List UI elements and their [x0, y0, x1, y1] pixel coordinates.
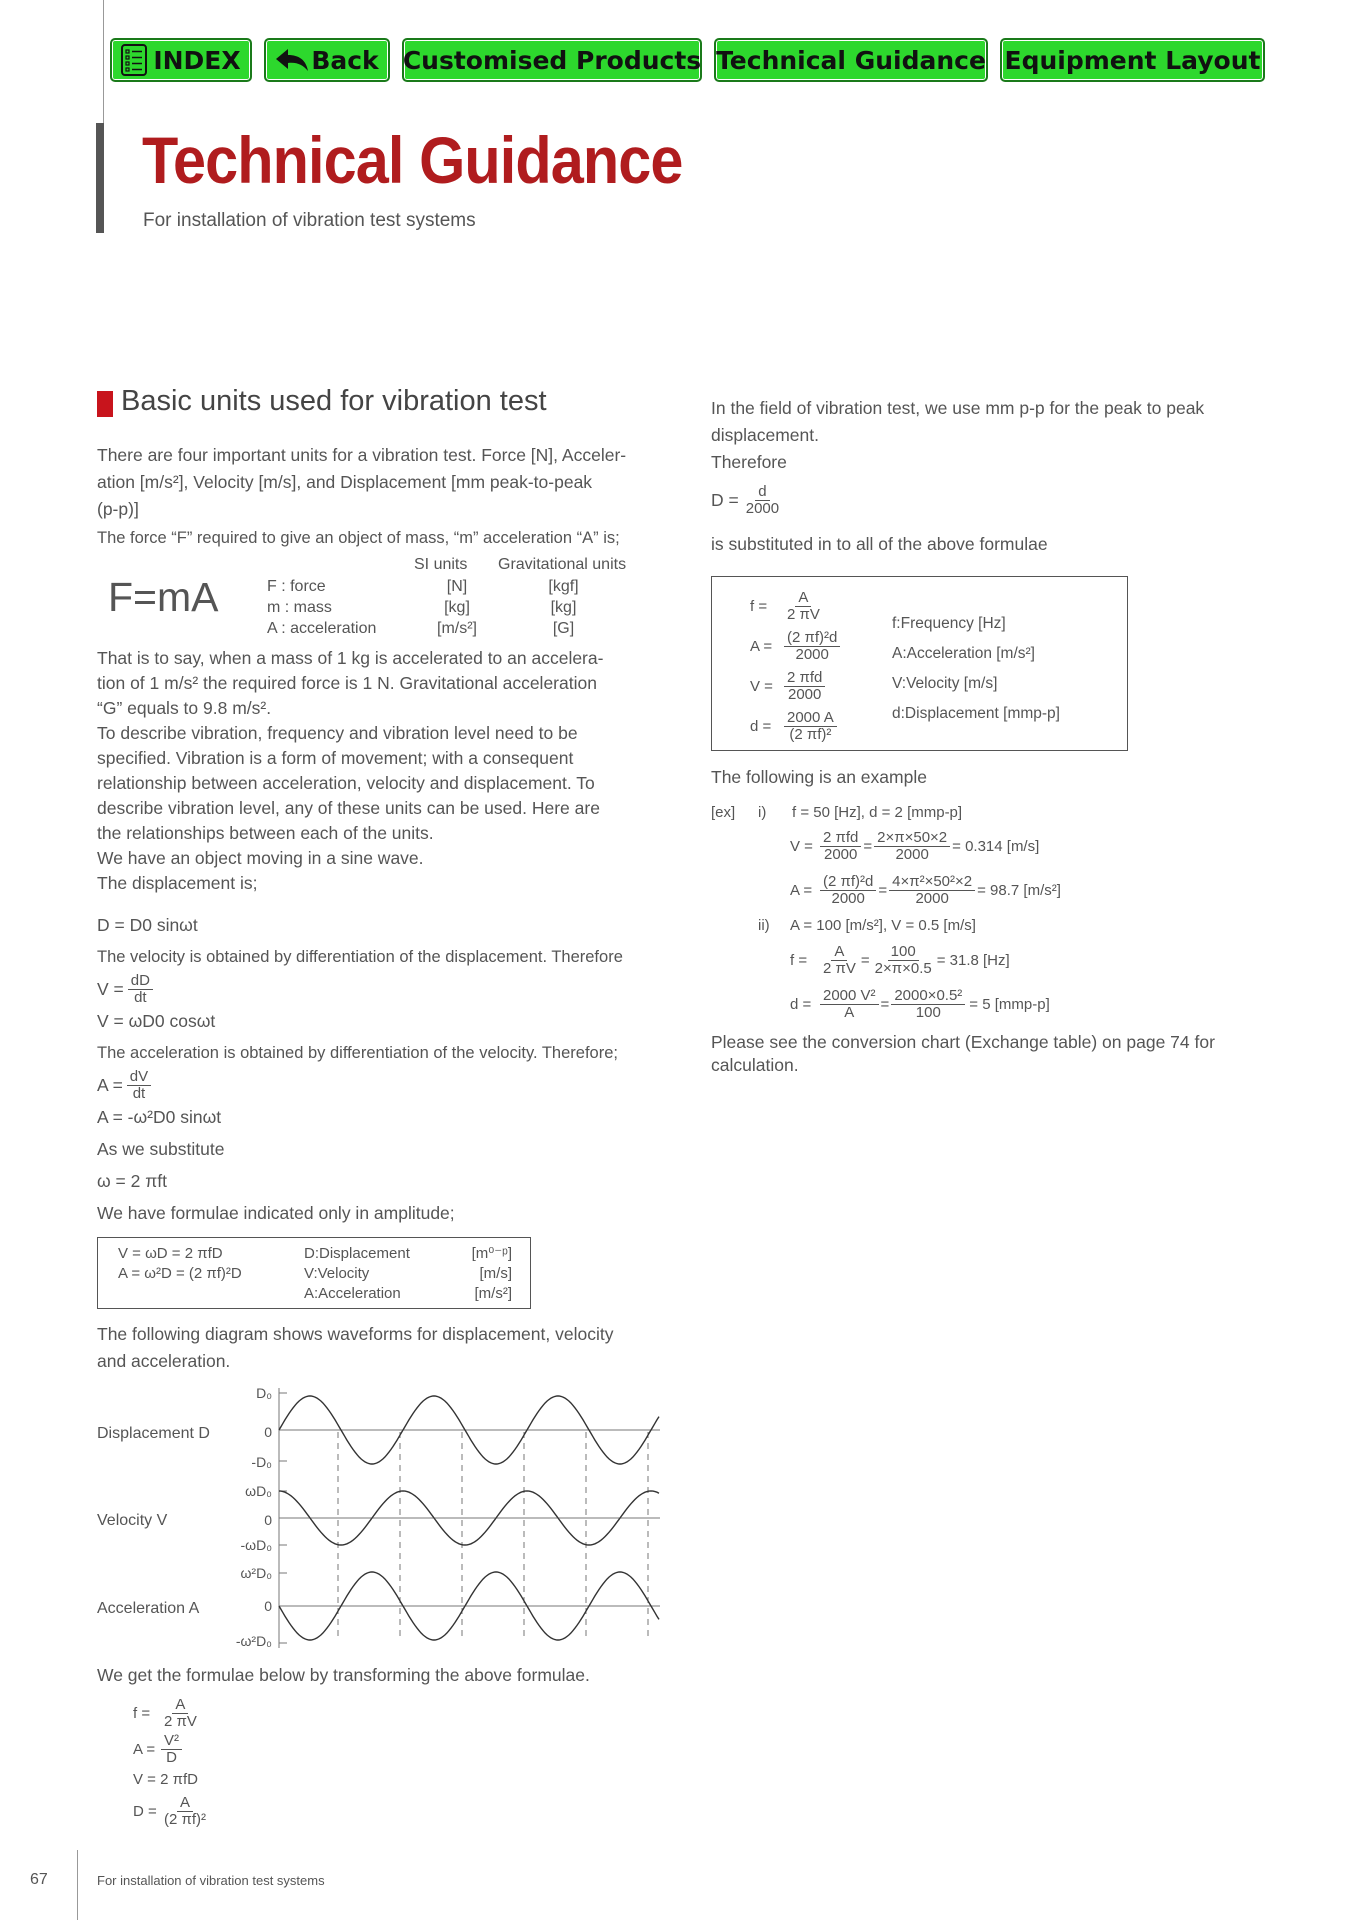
numerator: (2 πf)²d — [820, 874, 876, 891]
example-given-row — [711, 912, 1061, 938]
unit-grav: [kg] — [550, 599, 577, 616]
para-line: the relationships between each of the units. — [97, 823, 434, 843]
units-row — [267, 618, 636, 639]
numerator: A — [172, 1697, 188, 1714]
amp-units — [472, 1244, 512, 1304]
velocity-equation: V = ωD0 cosωt — [97, 1011, 216, 1031]
numerator: dD — [128, 973, 153, 990]
box-label: d:Displacement [mmp-p] — [892, 705, 1060, 722]
d-substitution — [711, 484, 782, 517]
denominator: 2000 — [915, 889, 949, 907]
para-line: tion of 1 m/s² the required force is 1 N. Gravitational acceleration — [97, 673, 597, 693]
index-button[interactable] — [110, 38, 252, 82]
page-title: Technical Guidance — [142, 123, 683, 197]
page-subtitle: For installation of vibration test systems — [143, 210, 476, 231]
para-line: To describe vibration, frequency and vibration level need to be — [97, 723, 578, 743]
header-rule — [103, 0, 104, 130]
fraction — [127, 1069, 151, 1102]
unit-grav: [kgf] — [548, 578, 579, 595]
denominator: 2000 — [824, 845, 858, 863]
para-line: relationship between acceleration, velocity and displacement. To — [97, 773, 595, 793]
numerator: A — [795, 590, 811, 607]
section-marker — [97, 391, 113, 417]
tick-label: 0 — [264, 1512, 272, 1528]
amplitude-box — [97, 1237, 531, 1309]
amp-label: V:Velocity — [304, 1265, 370, 1282]
denominator: dt — [132, 1085, 146, 1102]
tick-label: -ωD₀ — [240, 1537, 272, 1553]
acceleration-intro: The acceleration is obtained by differentiation of the velocity. Therefore; — [97, 1044, 618, 1062]
unit-name: F : force — [267, 578, 326, 595]
formula-row — [750, 626, 840, 666]
formula-row — [133, 1731, 209, 1767]
transform-text: We get the formulae below by transforming the above formulae. — [97, 1665, 590, 1685]
formula-row — [750, 586, 840, 626]
velocity-waveform — [279, 1491, 659, 1545]
numerator: 100 — [888, 944, 919, 961]
example-calc-row — [790, 982, 1061, 1026]
substitute-text: As we substitute — [97, 1139, 225, 1159]
title-accent-bar — [96, 123, 104, 233]
fraction — [161, 1697, 200, 1730]
eq-lhs: f = — [790, 951, 808, 969]
units-row — [267, 597, 636, 618]
fraction — [784, 630, 840, 663]
amp-label: A:Acceleration — [304, 1285, 401, 1302]
fraction — [784, 710, 837, 743]
formula-row — [133, 1695, 209, 1731]
tick-label: -D₀ — [251, 1454, 272, 1470]
fraction — [872, 944, 935, 977]
eq-lhs: A = — [133, 1740, 156, 1758]
footer-rule — [77, 1850, 78, 1920]
denominator: 2000 — [788, 685, 822, 703]
intro-line: There are four important units for a vibration test. Force [N], Acceler- — [97, 445, 627, 465]
unit-name: m : mass — [267, 599, 332, 616]
equals: = — [878, 881, 888, 899]
result: = 98.7 [m/s²] — [977, 881, 1061, 899]
result: = 31.8 [Hz] — [936, 951, 1010, 969]
fraction — [128, 973, 153, 1006]
eq-lhs: D = — [133, 1802, 157, 1820]
amp-eq: V = ωD = 2 πfD — [118, 1245, 223, 1262]
footer-text: For installation of vibration test systems — [97, 1873, 325, 1888]
acceleration-equation: A = -ω²D0 sinωt — [97, 1107, 222, 1127]
waveform-label-velocity: Velocity V — [97, 1512, 168, 1529]
result: = 0.314 [m/s] — [952, 837, 1040, 855]
equation: V = 2 πfD — [133, 1770, 198, 1788]
denominator: 100 — [915, 1003, 941, 1021]
denominator: 2000 — [895, 845, 929, 863]
tick-label: D₀ — [256, 1385, 272, 1401]
waveform-label-acceleration: Acceleration A — [97, 1600, 200, 1617]
example-calc-row — [790, 824, 1061, 868]
formula-fma: F=mA — [108, 574, 219, 620]
para-line: The displacement is; — [97, 873, 258, 893]
para-line: calculation. — [711, 1055, 799, 1075]
equals: = — [860, 951, 870, 969]
formula-row — [133, 1791, 209, 1831]
fraction — [161, 1795, 209, 1828]
box-label: A:Acceleration [m/s²] — [892, 645, 1035, 662]
eq-lhs: d = — [790, 995, 812, 1013]
omega-equation: ω = 2 πft — [97, 1171, 167, 1191]
back-arrow-icon — [275, 47, 309, 73]
units-rows — [267, 576, 636, 639]
technical-guidance-button[interactable]: Technical Guidance — [714, 38, 988, 82]
displacement-equation: D = D0 sinωt — [97, 915, 198, 935]
fraction — [820, 988, 879, 1021]
denominator: 2 πV — [164, 1712, 197, 1730]
substituted-text: is substituted in to all of the above formulae — [711, 534, 1048, 554]
eq-lhs: A = — [97, 1075, 123, 1095]
box-label: f:Frequency [Hz] — [892, 615, 1006, 632]
eq-lhs: D = — [711, 490, 739, 510]
numerator: A — [831, 944, 847, 961]
denominator: A — [844, 1003, 855, 1021]
numerator: dV — [127, 1069, 151, 1086]
unit-name: A : acceleration — [267, 620, 377, 637]
para-line: The following diagram shows waveforms for displacement, velocity — [97, 1324, 614, 1344]
tick-label: ωD₀ — [245, 1483, 272, 1499]
amp-eq: A = ω²D = (2 πf)²D — [118, 1265, 242, 1282]
unit-si: [m/s²] — [437, 620, 477, 637]
amp-unit: [m/s²] — [474, 1285, 512, 1302]
unit-si: [N] — [446, 578, 468, 595]
index-label: INDEX — [153, 45, 241, 75]
denominator: D — [166, 1748, 177, 1766]
denominator: 2×π×0.5 — [874, 959, 932, 977]
eq-lhs: V = — [750, 677, 773, 695]
list-icon — [121, 44, 147, 76]
denominator: 2000 — [745, 500, 780, 517]
numerator: 2 πfd — [820, 830, 861, 847]
fraction — [743, 484, 782, 517]
units-col-si: SI units — [414, 556, 468, 573]
numerator: 4×π²×50²×2 — [889, 874, 975, 891]
amp-unit: [m⁰⁻ᵖ] — [471, 1245, 512, 1262]
amplitude-text: We have formulae indicated only in amplitude; — [97, 1203, 455, 1223]
tick-label: 0 — [264, 1598, 272, 1614]
displacement-waveform — [279, 1396, 659, 1464]
para-line: Therefore — [711, 452, 787, 472]
amp-labels — [304, 1244, 410, 1304]
para-line: Please see the conversion chart (Exchange table) on page 74 for — [711, 1032, 1215, 1052]
tick-label: -ω²D₀ — [235, 1633, 272, 1649]
example-given-row — [711, 800, 1061, 824]
formula-row — [133, 1767, 209, 1791]
fraction — [820, 874, 876, 907]
acceleration-waveform — [279, 1572, 659, 1640]
intro-line: (p-p)] — [97, 499, 139, 519]
numerator: 2000×0.5² — [891, 988, 965, 1005]
denominator: (2 πf)² — [164, 1810, 207, 1828]
unit-si: [kg] — [444, 599, 470, 616]
velocity-intro: The velocity is obtained by differentiation of the displacement. Therefore — [97, 948, 623, 966]
units-col-grav: Gravitational units — [498, 556, 627, 573]
box-labels — [892, 609, 1060, 729]
para-line: describe vibration level, any of these units can be used. Here are — [97, 798, 600, 818]
intro-line: ation [m/s²], Velocity [m/s], and Displacement [mm peak-to-peak — [97, 472, 593, 492]
fraction — [874, 830, 950, 863]
para-line: We have an object moving in a sine wave. — [97, 848, 424, 868]
example-calc-row — [790, 938, 1061, 982]
velocity-derivative — [97, 973, 153, 1006]
amp-label: D:Displacement — [304, 1245, 410, 1262]
fraction — [784, 590, 823, 623]
equals: = — [880, 995, 890, 1013]
numerator: 2×π×50×2 — [874, 830, 950, 847]
equals: = — [863, 837, 873, 855]
page-number: 67 — [30, 1871, 48, 1888]
force-line: The force “F” required to give an object of mass, “m” acceleration “A” is; — [97, 529, 620, 547]
eq-lhs: f = — [750, 597, 768, 615]
eq-lhs: f = — [133, 1704, 151, 1722]
customised-products-button[interactable]: Customised Products — [402, 38, 702, 82]
section-heading: Basic units used for vibration test — [121, 385, 547, 417]
numerator: V² — [161, 1733, 182, 1750]
fraction — [784, 670, 825, 703]
explanation-paragraph — [97, 646, 657, 896]
fraction — [820, 944, 859, 977]
numerator: A — [177, 1795, 193, 1812]
denominator: 2000 — [831, 889, 865, 907]
unit-grav: [G] — [552, 620, 575, 637]
units-row — [267, 576, 636, 597]
para-line: “G” equals to 9.8 m/s². — [97, 698, 272, 718]
equipment-layout-button[interactable]: Equipment Layout — [1000, 38, 1265, 82]
para-line: displacement. — [711, 425, 819, 445]
amp-equations — [118, 1244, 242, 1284]
para-line: That is to say, when a mass of 1 kg is accelerated to an accelera- — [97, 648, 604, 668]
para-line: specified. Vibration is a form of movement; with a consequent — [97, 748, 574, 768]
diagram-intro — [97, 1321, 613, 1375]
result: = 5 [mmp-p] — [969, 995, 1050, 1013]
back-label: Back — [311, 45, 379, 75]
waveform-label-displacement: Displacement D — [97, 1425, 210, 1442]
example-tag: [ex] — [711, 803, 736, 821]
para-line: and acceleration. — [97, 1351, 231, 1371]
box-label: V:Velocity [m/s] — [892, 675, 998, 692]
fraction — [891, 988, 965, 1021]
intro-paragraph — [97, 442, 647, 523]
box-formulae — [750, 586, 840, 746]
para-line: In the field of vibration test, we use mm p-p for the peak to peak — [711, 398, 1205, 418]
tick-label: ω²D₀ — [240, 1565, 272, 1581]
fraction — [820, 830, 861, 863]
denominator: 2000 — [795, 645, 829, 663]
eq-lhs: V = — [97, 979, 124, 999]
eq-lhs: A = — [790, 881, 813, 899]
formula-row — [750, 706, 840, 746]
closing-paragraph — [711, 1031, 1215, 1077]
numerator: 2000 A — [784, 710, 837, 727]
denominator: dt — [134, 989, 147, 1006]
eq-lhs: A = — [750, 637, 773, 655]
amp-unit: [m/s] — [479, 1265, 512, 1282]
example-index: i) — [758, 803, 767, 821]
numerator: 2000 V² — [820, 988, 879, 1005]
acceleration-derivative — [97, 1069, 151, 1102]
formula-row — [750, 666, 840, 706]
example-index: ii) — [758, 916, 770, 934]
example-block — [711, 800, 1061, 1026]
fraction — [161, 1733, 182, 1766]
denominator: (2 πf)² — [789, 725, 832, 743]
tick-label: 0 — [264, 1424, 272, 1440]
numerator: (2 πf)²d — [784, 630, 840, 647]
example-given: f = 50 [Hz], d = 2 [mmp-p] — [792, 803, 963, 821]
example-given: A = 100 [m/s²], V = 0.5 [m/s] — [790, 916, 976, 934]
numerator: 2 πfd — [784, 670, 825, 687]
eq-lhs: d = — [750, 717, 772, 735]
fraction — [889, 874, 975, 907]
transformed-formulae — [133, 1695, 209, 1831]
example-calc-row — [790, 868, 1061, 912]
mmpp-paragraph — [711, 395, 1204, 476]
back-button[interactable] — [264, 38, 390, 82]
example-heading: The following is an example — [711, 767, 927, 787]
formulae-box — [711, 576, 1128, 751]
denominator: 2 πV — [823, 959, 856, 977]
eq-lhs: V = — [790, 837, 813, 855]
numerator: d — [755, 484, 769, 501]
denominator: 2 πV — [787, 605, 820, 623]
